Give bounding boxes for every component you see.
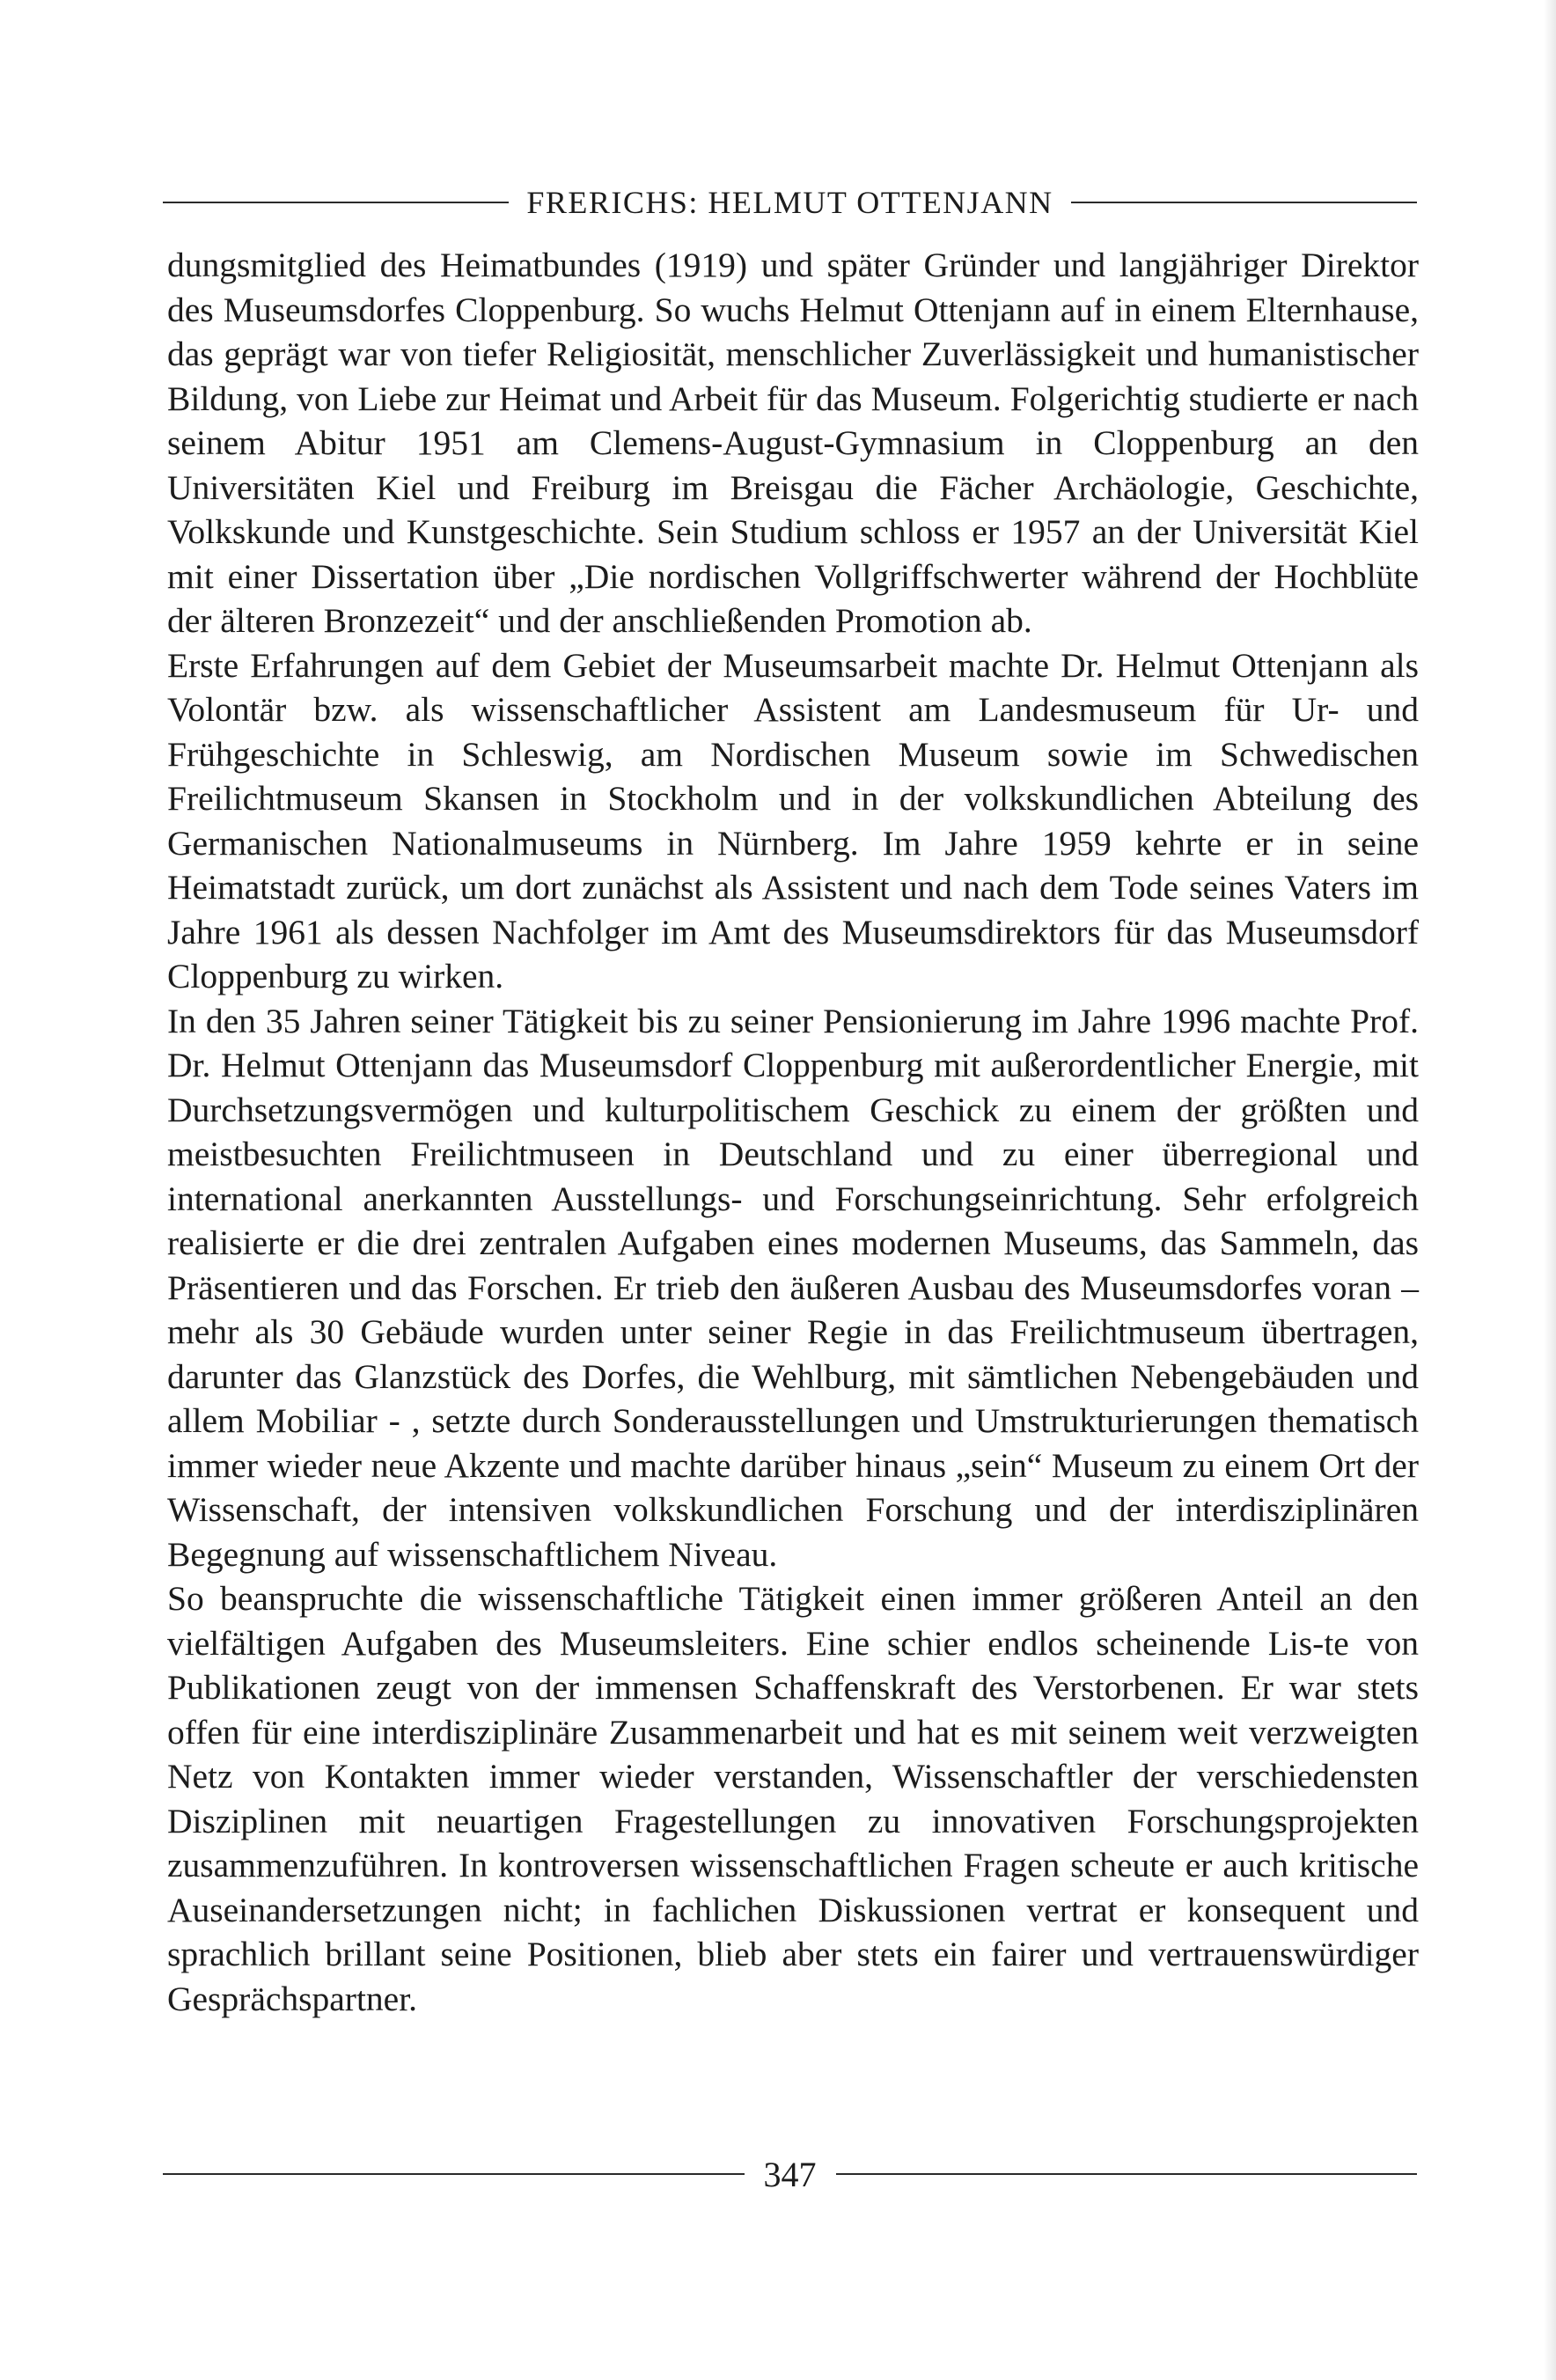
body-text xyxy=(167,243,1419,2021)
running-title: FRERICHS: HELMUT OTTENJANN xyxy=(526,185,1053,220)
paragraph-4: So beanspruchte die wissenschaftliche Tätigkeit einen immer größeren Anteil an den vielfältigen Aufgaben des Museumsleiters. Eine schier endlos scheinende Lis-te von Publikationen zeugt von der immensen Schaffenskraft des Verstorbenen. Er war stets offen für eine interdisziplinäre Zusammenarbeit und hat es mit seinem weit verzweigten Netz von Kontakten immer wieder verstanden, Wissenschaftler der verschiedensten Disziplinen mit neuartigen Fragestellungen zu innovativen Forschungsprojekten zusammenzuführen. In kontroversen wissenschaftlichen Fragen scheute er auch kritische Auseinandersetzungen nicht; in fachlichen Diskussionen vertrat er konsequent und sprachlich brillant seine Positionen, blieb aber stets ein fairer und vertrauenswürdiger Gesprächspartner. xyxy=(167,1579,1419,2018)
paragraph-1: dungsmitglied des Heimatbundes (1919) und später Gründer und langjähriger Direktor des Museumsdorfes Cloppenburg. So wuchs Helmut Ottenjann auf in einem Elternhause, das geprägt war von tiefer Religiosität, menschlicher Zuverlässigkeit und humanistischer Bildung, von Liebe zur Heimat und Arbeit für das Museum. Folgerichtig studierte er nach seinem Abitur 1951 am Clemens-August-Gymnasium in Cloppenburg an den Universitäten Kiel und Freiburg im Breisgau die Fächer Archäologie, Geschichte, Volkskunde und Kunstgeschichte. Sein Studium schloss er 1957 an der Universität Kiel mit einer Dissertation über „Die nordischen Vollgriffschwerter während der Hochblüte der älteren Bronzezeit“ und der anschließenden Promotion ab. xyxy=(167,246,1419,640)
paragraph-3: In den 35 Jahren seiner Tätigkeit bis zu seiner Pensionierung im Jahre 1996 machte Prof. Dr. Helmut Ottenjann das Museumsdorf Cloppenburg mit außerordentlicher Energie, mit Durchsetzungsvermögen und kulturpolitischem Geschick zu einem der größten und meistbesuchten Freilichtmuseen in Deutschland und zu einer überregional und international anerkannten Ausstellungs- und Forschungseinrichtung. Sehr erfolgreich realisierte er die drei zentralen Aufgaben eines modernen Museums, das Sammeln, das Präsentieren und das Forschen. Er trieb den äußeren Ausbau des Museumsdorfes voran – mehr als 30 Gebäude wurden unter seiner Regie in das Freilichtmuseum übertragen, darunter das Glanzstück des Dorfes, die Wehlburg, mit sämtlichen Nebengebäuden und allem Mobiliar - , setzte durch Sonderausstellungen und Umstrukturierungen thematisch immer wieder neue Akzente und machte darüber hinaus „sein“ Museum zu einem Ort der Wissenschaft, der intensiven volkskundlichen Forschung und der interdisziplinären Begegnung auf wissenschaftlichem Niveau. xyxy=(167,1001,1419,1574)
page-number: 347 xyxy=(763,2154,817,2194)
footer-rule-right xyxy=(836,2173,1418,2175)
header-rule-right xyxy=(1071,202,1417,203)
header-rule-left xyxy=(163,202,509,203)
running-header xyxy=(163,180,1417,224)
page-footer xyxy=(163,2148,1417,2200)
paragraph-2: Erste Erfahrungen auf dem Gebiet der Museumsarbeit machte Dr. Helmut Ottenjann als Volontär bzw. als wissenschaftlicher Assistent am Landesmuseum für Ur- und Frühgeschichte in Schleswig, am Nordischen Museum sowie im Schwedischen Freilichtmuseum Skansen in Stockholm und in der volkskundlichen Abteilung des Germanischen Nationalmuseums in Nürnberg. Im Jahre 1959 kehrte er in seine Heimatstadt zurück, um dort zunächst als Assistent und nach dem Tode seines Vaters im Jahre 1961 als dessen Nachfolger im Amt des Museumsdirektors für das Museumsdorf Cloppenburg zu wirken. xyxy=(167,645,1419,995)
page-edge-shadow xyxy=(1544,0,1556,2380)
footer-rule-left xyxy=(163,2173,745,2175)
